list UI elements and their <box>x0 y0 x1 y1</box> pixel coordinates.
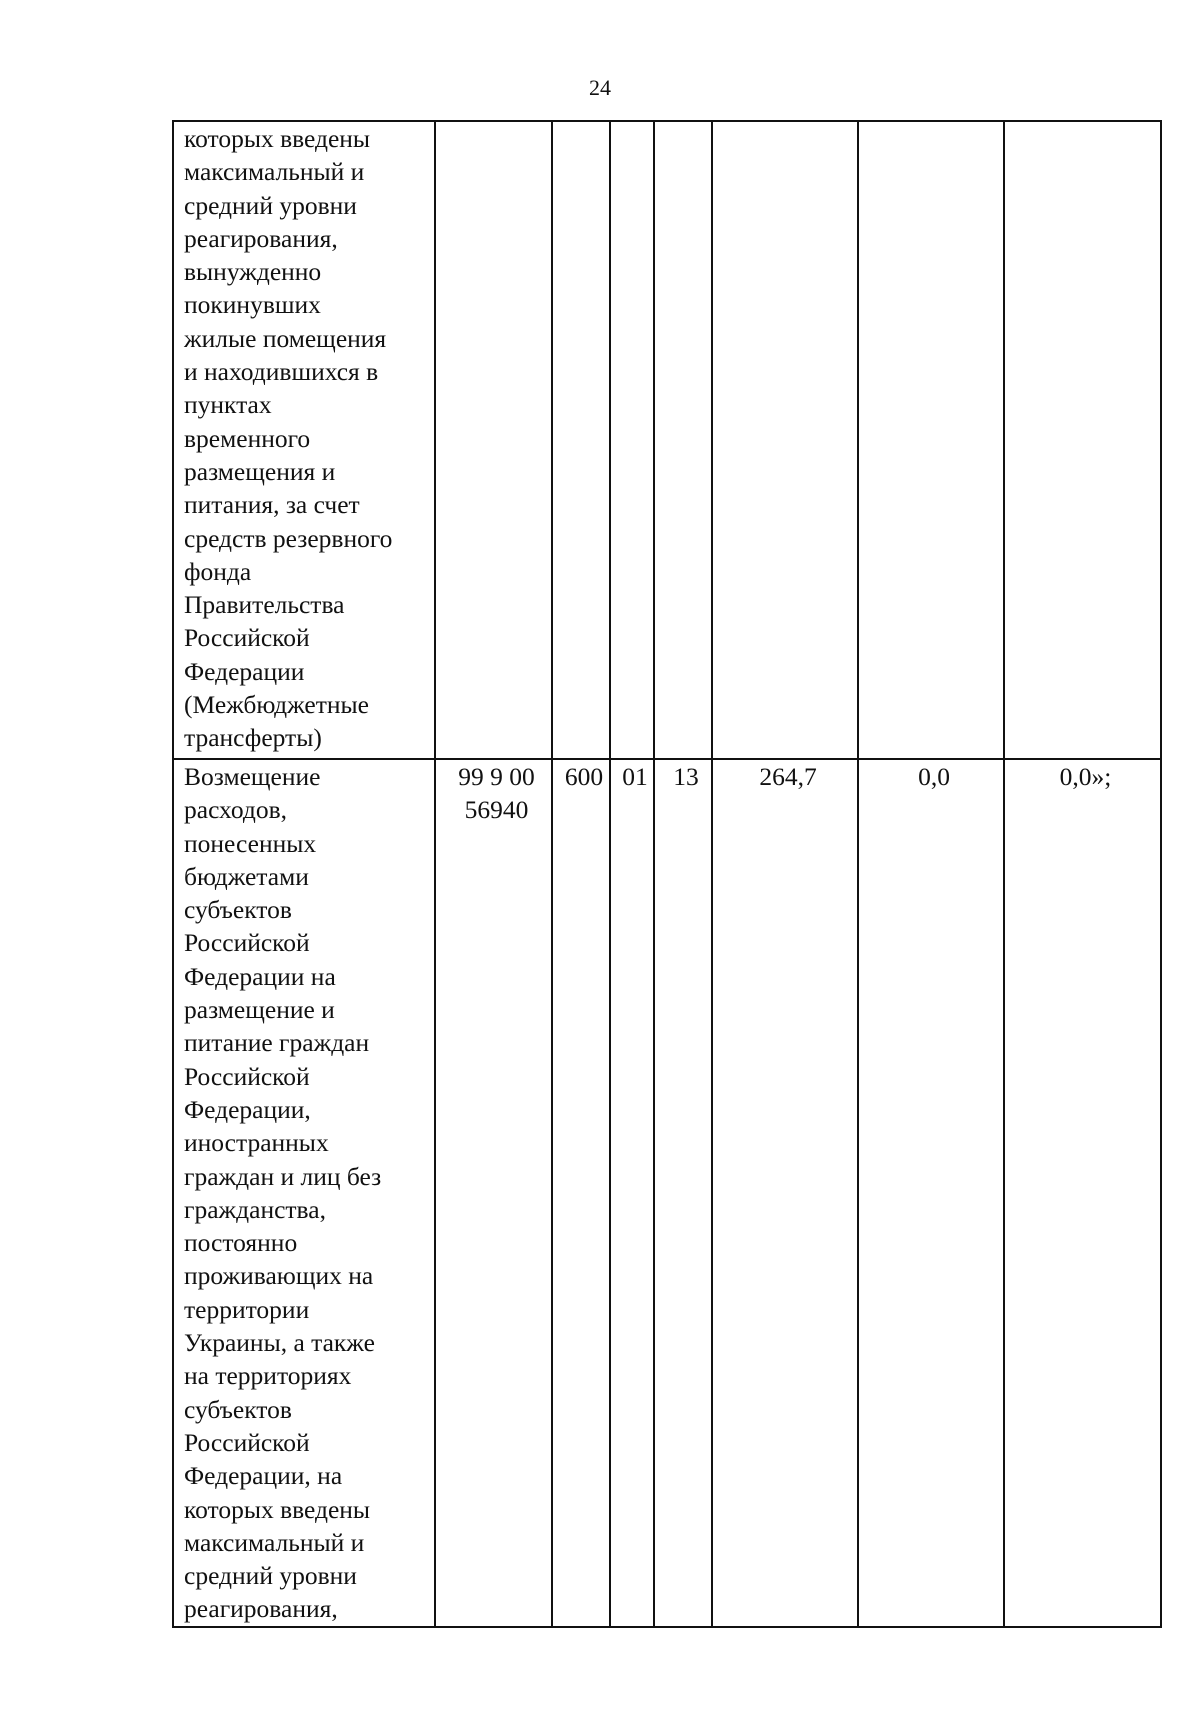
amount-year-2-cell: 0,0 <box>858 759 1004 1627</box>
subsection-cell: 13 <box>654 759 712 1627</box>
expense-type-cell <box>552 121 610 759</box>
item-name-cell: которых введены максимальный и средний уровни реагирования, вынужденно покинувших жилые помещения и находившихся в пунктах временного размещения и питания, за счет средств резервного фонда Правительства Российской Федерации (Межбюджетные трансферты) <box>173 121 435 759</box>
page-number: 24 <box>589 75 611 100</box>
amount-year-1-cell <box>712 121 858 759</box>
table-row <box>173 759 1161 1627</box>
amount-year-1-cell: 264,7 <box>712 759 858 1627</box>
budget-table <box>172 120 1162 1628</box>
subsection-cell <box>654 121 712 759</box>
amount-year-3-cell: 0,0»; <box>1004 759 1161 1627</box>
table-row <box>173 121 1161 759</box>
target-article-code-cell: 99 9 00 56940 <box>435 759 552 1627</box>
amount-year-3-cell <box>1004 121 1161 759</box>
section-cell: 01 <box>610 759 654 1627</box>
item-name-cell: Возмещение расходов, понесенных бюджетами субъектов Российской Федерации на размещение и питание граждан Российской Федерации, иностранных граждан и лиц без гражданства, постоянно проживающих на территории Украины, а также на территориях субъектов Российской Федерации, на которых введены максимальный и средний уровни реагирования, <box>173 759 435 1627</box>
target-article-code-cell <box>435 121 552 759</box>
amount-year-2-cell <box>858 121 1004 759</box>
section-cell <box>610 121 654 759</box>
expense-type-cell: 600 <box>552 759 610 1627</box>
